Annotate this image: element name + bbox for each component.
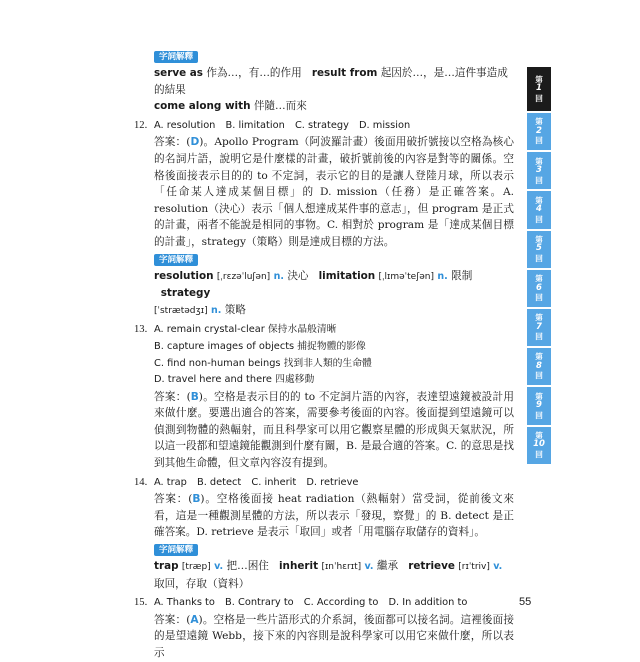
tab-chapter-3[interactable] xyxy=(527,152,551,189)
question-number: 12. xyxy=(134,119,148,131)
answer-body: )。空格後面接 heat radiation（熱輻射）當受詞，從前後文來看，這是一種觀測星體的方法，所以表示「發現，察覺」的 B. detect 是正確答案。D. retrieve 是表示「取回」或者「用電腦存取儲存的資料」。 xyxy=(154,493,514,539)
option-d: D. travel here and there 四處移動 xyxy=(154,374,315,386)
tab-number: 5 xyxy=(536,243,542,254)
tab-post: 回 xyxy=(535,93,543,103)
vocab-word: retrieve xyxy=(408,560,455,573)
options xyxy=(154,595,474,612)
tab-pre: 第 xyxy=(535,313,543,323)
tab-pre: 第 xyxy=(535,234,543,244)
question-15 xyxy=(134,595,514,661)
tab-pre: 第 xyxy=(535,391,543,401)
options xyxy=(134,339,514,389)
answer-letter: B xyxy=(192,493,201,506)
vocab-ipa: [ɪnˈhɛrɪt] xyxy=(321,562,362,573)
question-12 xyxy=(134,118,514,251)
vocab-pos: n. xyxy=(273,270,284,282)
option-a: A. resolution xyxy=(154,119,216,131)
vocab-tag: 字詞解釋 xyxy=(154,254,198,266)
tab-number: 1 xyxy=(536,83,542,94)
vocab-pos: v. xyxy=(214,561,224,573)
vocab-pos: n. xyxy=(437,270,448,282)
option-c: C. strategy xyxy=(294,119,349,131)
vocab-def: 繼承 xyxy=(376,560,399,573)
vocab-ipa: [rɪˈtriv] xyxy=(458,562,490,573)
tab-chapter-1[interactable] xyxy=(527,67,551,111)
answer-prefix: 答案：( xyxy=(154,493,193,506)
options xyxy=(154,475,365,492)
answer-explanation xyxy=(134,612,514,662)
question-number: 15. xyxy=(134,597,148,609)
option-a: A. Thanks to xyxy=(154,597,215,609)
page-content xyxy=(134,48,514,662)
vocab-block-1 xyxy=(134,65,514,115)
tab-pre: 第 xyxy=(535,352,543,362)
vocab-def: 策略 xyxy=(224,303,246,316)
answer-body: )。空格是一些片語形式的介系詞，後面都可以接名詞。這裡後面接的是望遠鏡 Webb，接下來的內容則是說科學家可以用它來做什麼，所以表示 xyxy=(154,613,514,659)
tab-chapter-5[interactable] xyxy=(527,231,551,268)
answer-explanation xyxy=(134,389,514,472)
answer-explanation xyxy=(134,491,514,541)
vocab-tag: 字詞解釋 xyxy=(154,544,198,556)
vocab-ipa: [ˈstrætədʒɪ] xyxy=(154,305,208,316)
option-b: B. limitation xyxy=(225,119,285,131)
vocab-pos: n. xyxy=(210,304,222,316)
vocab-ipa: [ˌlɪməˈteʃən] xyxy=(378,271,434,282)
tab-pre: 第 xyxy=(535,74,543,84)
chapter-tabs xyxy=(527,67,551,466)
vocab-word: limitation xyxy=(318,269,376,282)
vocab-def: 取回，存取（資料） xyxy=(154,577,250,590)
vocab-pos: v. xyxy=(364,561,374,573)
vocab-word: come along with xyxy=(154,100,251,113)
tab-number: 4 xyxy=(536,204,542,215)
question-14 xyxy=(134,475,514,541)
vocab-word: result from xyxy=(311,67,378,79)
tab-pre: 第 xyxy=(535,430,543,440)
tab-post: 回 xyxy=(535,410,543,420)
tab-pre: 第 xyxy=(535,195,543,205)
answer-prefix: 答案：( xyxy=(154,613,191,626)
tab-chapter-4[interactable] xyxy=(527,191,551,228)
option-c: C. find non-human beings 找到非人類的生命體 xyxy=(154,357,372,369)
answer-body: )。空格是表示目的的 to 不定詞片語的內容，表達望遠鏡被設計用來做什麼。要選出適合的答案，需要參考後面的內容。後面提到望遠鏡可以偵測到物體的熱輻射，而且科學家可以用它觀察星體的形成與天氣狀況，所以這一段都和望遠鏡能觀測到什麼有關，B. 是最合適的答案。C. 的意思是找到其他生命體，但文章內容沒有提到。 xyxy=(154,390,514,470)
vocab-def: 起因於…，是…這件事造成的結果 xyxy=(154,67,508,96)
vocab-block-2 xyxy=(134,268,514,320)
tab-chapter-7[interactable] xyxy=(527,309,551,346)
tab-post: 回 xyxy=(535,214,543,224)
tab-post: 回 xyxy=(535,253,543,263)
question-number: 13. xyxy=(134,324,148,336)
tab-post: 回 xyxy=(535,449,543,459)
tab-number: 9 xyxy=(536,400,542,411)
answer-prefix: 答案：( xyxy=(154,390,191,403)
question-number: 14. xyxy=(134,476,148,488)
tab-number: 7 xyxy=(536,321,542,332)
option-a: A. trap xyxy=(154,476,187,488)
vocab-word: resolution xyxy=(154,269,214,282)
tab-post: 回 xyxy=(535,293,543,303)
page-number: 55 xyxy=(519,596,532,608)
tab-post: 回 xyxy=(535,175,543,185)
vocab-word: trap xyxy=(154,560,179,573)
tab-pre: 第 xyxy=(535,117,543,127)
option-c: C. inherit xyxy=(251,476,297,488)
tab-number: 3 xyxy=(536,165,542,176)
option-d: D. In addition to xyxy=(388,597,468,609)
tab-pre: 第 xyxy=(535,274,543,284)
tab-number: 6 xyxy=(536,282,542,293)
answer-letter: B xyxy=(190,390,199,403)
vocab-ipa: [træp] xyxy=(181,562,211,573)
option-d: D. retrieve xyxy=(306,476,359,488)
option-b: B. Contrary to xyxy=(225,597,294,609)
tab-number: 10 xyxy=(533,439,545,450)
answer-letter: D xyxy=(190,136,200,149)
tab-chapter-6[interactable] xyxy=(527,270,551,307)
vocab-def: 限制 xyxy=(451,269,473,282)
vocab-ipa: [ˌrɛzəˈluʃən] xyxy=(216,271,271,282)
options xyxy=(154,118,417,135)
tab-chapter-10[interactable] xyxy=(527,427,551,464)
vocab-pos: v. xyxy=(493,561,503,573)
tab-number: 8 xyxy=(536,360,542,371)
question-13 xyxy=(134,322,514,471)
vocab-def: 作為…，有…的作用 xyxy=(206,67,302,79)
vocab-word: inherit xyxy=(279,560,319,573)
option-b: B. capture images of objects 捕捉物體的影像 xyxy=(154,340,366,352)
answer-explanation xyxy=(134,134,514,250)
answer-letter: A xyxy=(190,613,199,626)
vocab-block-3 xyxy=(134,558,514,592)
vocab-def: 伴隨…而來 xyxy=(253,100,307,113)
tab-pre: 第 xyxy=(535,156,543,166)
tab-chapter-9[interactable] xyxy=(527,387,551,424)
vocab-def: 決心 xyxy=(287,269,309,282)
option-d: D. mission xyxy=(359,119,411,131)
answer-prefix: 答案：( xyxy=(154,136,191,149)
tab-post: 回 xyxy=(535,136,543,146)
option-b: B. detect xyxy=(196,476,242,488)
vocab-def: 把…困住 xyxy=(226,560,269,573)
vocab-word: serve as xyxy=(154,67,203,79)
tab-chapter-8[interactable] xyxy=(527,348,551,385)
tab-post: 回 xyxy=(535,332,543,342)
option-c: C. According to xyxy=(303,597,379,609)
tab-chapter-2[interactable] xyxy=(527,113,551,150)
vocab-word: strategy xyxy=(160,287,211,300)
option-a: A. remain crystal-clear 保持水晶般清晰 xyxy=(154,324,337,336)
answer-body: )。Apollo Program（阿波羅計畫）後面用破折號接以空格為核心的名詞片語，說明它是什麼樣的計畫，破折號前後的內容是對等的關係。空格後面接表示目的的 to 不定詞，表示它的目的是讓人登陸月球，所以表示「任命某人達成某個目標」的 D. mission（任務）是正確答案。A. resolution（決心）表示「個人想達成某件事的意志」，但 program 是正式的計畫，兩者不能說是相同的事物。C. 相對於 program 是「達成某個目標的計畫」，strategy（策略）則是達成目標的方法。 xyxy=(154,136,514,248)
tab-post: 回 xyxy=(535,371,543,381)
tab-number: 2 xyxy=(536,125,542,136)
vocab-tag: 字詞解釋 xyxy=(154,51,198,63)
